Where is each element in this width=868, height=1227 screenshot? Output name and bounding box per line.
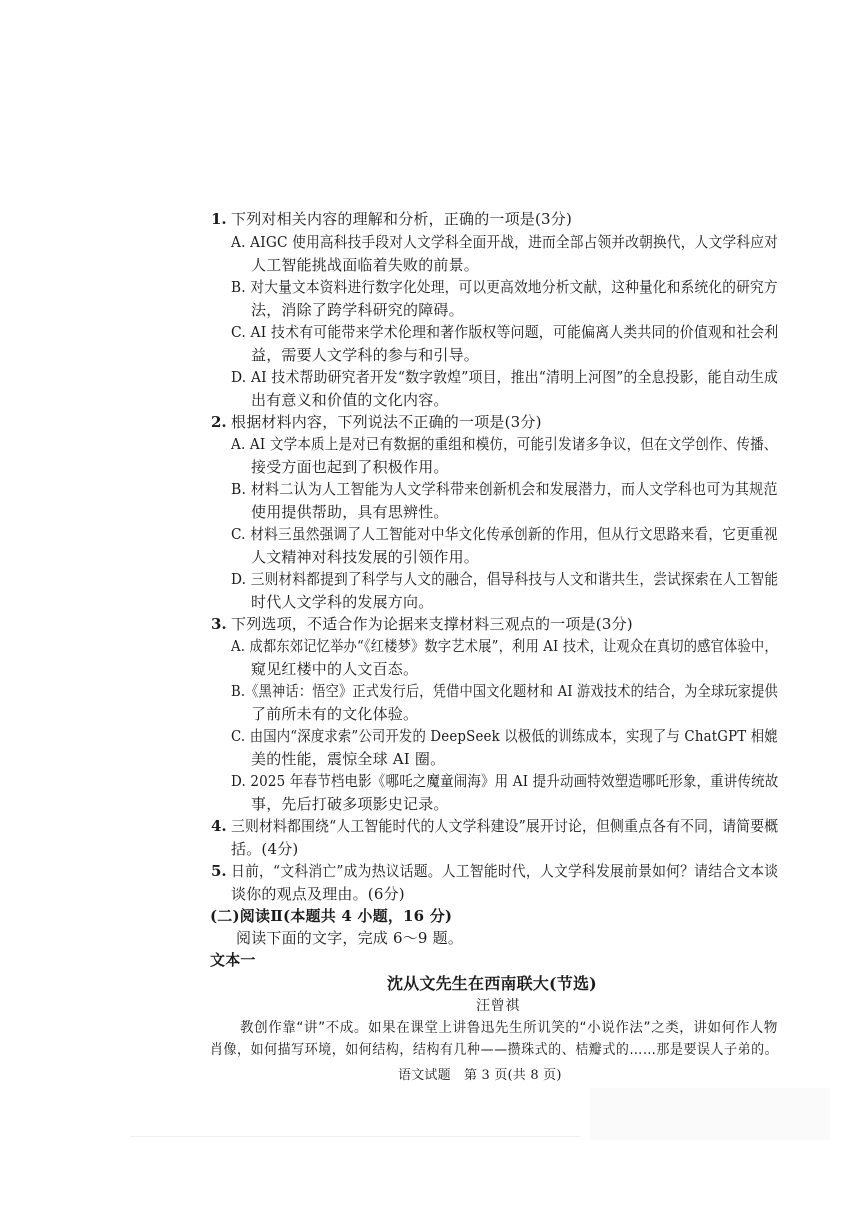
section-instruction: 阅读下面的文字，完成 6～9 题。 (236, 929, 464, 947)
option-c-cont: 人文精神对科技发展的引领作用。 (251, 548, 480, 566)
option-a: A. 成都东郊记忆举办“《红楼梦》数字艺术展”，利用 AI 技术，让观众在真切的感官体验中， (231, 637, 778, 655)
option-c: C. 材料三虽然强调了人工智能对中华文化传承创新的作用，但从行文思路来看，它更重视 (231, 525, 778, 543)
page-footer: 语文试题 第 3 页(共 8 页) (398, 1068, 562, 1083)
option-d-cont: 事，先后打破多项影史记录。 (251, 795, 449, 813)
option-b-cont: 法，消除了跨学科研究的障碍。 (251, 301, 464, 319)
question-number: 2. (211, 413, 227, 431)
option-c-cont: 益，需要人文学科的参与和引导。 (251, 346, 480, 364)
question-text-cont: 谈你的观点及理由。(6分) (231, 885, 405, 903)
option-b: B. 对大量文本资料进行数字化处理，可以更高效地分析文献，这种量化和系统化的研究方 (231, 278, 778, 296)
option-c-cont: 美的性能，震惊全球 AI 圈。 (251, 750, 446, 768)
scan-artifact-line (130, 1136, 580, 1137)
option-d-cont: 出有意义和价值的文化内容。 (251, 391, 449, 409)
option-a: A. AI 文学本质上是对已有数据的重组和模仿，可能引发诸多争议，但在文学创作、传播、 (231, 435, 778, 453)
question-text-cont: 括。(4分) (231, 840, 299, 858)
option-c: C. AI 技术有可能带来学术伦理和著作版权等问题，可能偏离人类共同的价值观和社会利 (231, 323, 779, 341)
article-paragraph-cont: 肖像，如何描写环境，如何结构，结构有几种——攒珠式的、桔瓣式的……那是要误人子弟的。 (210, 1042, 779, 1058)
question-text: 日前，“文科消亡”成为热议话题。人工智能时代，人文学科发展前景如何？请结合文本谈 (231, 862, 779, 880)
section-heading: (二)阅读Ⅱ(本题共 4 小题，16 分) (210, 907, 453, 925)
article-title: 沈从文先生在西南联大(节选) (387, 974, 597, 993)
text-label: 文本一 (210, 951, 256, 969)
option-c: C. 由国内“深度求索”公司开发的 DeepSeek 以极低的训练成本，实现了与 ChatGPT 相媲 (231, 727, 778, 745)
option-a-cont: 窥见红楼中的人文百态。 (251, 660, 419, 678)
option-d-cont: 时代人文学科的发展方向。 (251, 593, 434, 611)
option-d: D. AI 技术帮助研究者开发“数字敦煌”项目，推出“清明上河图”的全息投影，能自动生成 (231, 368, 779, 386)
question-stem: 下列对相关内容的理解和分析，正确的一项是(3分) (231, 210, 573, 228)
question-number: 5. (211, 862, 227, 880)
article-author: 汪曾祺 (476, 998, 520, 1014)
option-a-cont: 人工智能挑战面临着失败的前景。 (251, 256, 480, 274)
question-stem: 根据材料内容，下列说法不正确的一项是(3分) (231, 413, 542, 431)
option-b-cont: 了前所未有的文化体验。 (251, 705, 419, 723)
option-d: D. 三则材料都提到了科学与人文的融合，倡导科技与人文和谐共生，尝试探索在人工智能 (231, 570, 779, 588)
question-number: 3. (211, 615, 227, 633)
question-stem: 下列选项，不适合作为论据来支撑材料三观点的一项是(3分) (231, 615, 633, 633)
scan-artifact-shade (590, 1088, 830, 1140)
question-number: 4. (211, 817, 227, 835)
option-d: D. 2025 年春节档电影《哪吒之魔童闹海》用 AI 提升动画特效塑造哪吒形象，重讲传统故 (231, 772, 779, 790)
option-b: B.《黑神话：悟空》正式发行后，凭借中国文化题材和 AI 游戏技术的结合，为全球玩家提供 (231, 682, 778, 700)
option-a-cont: 接受方面也起到了积极作用。 (251, 458, 449, 476)
option-b: B. 材料二认为人工智能为人文学科带来创新机会和发展潜力，而人文学科也可为其规范 (231, 480, 778, 498)
question-number: 1. (211, 210, 227, 228)
article-paragraph: 教创作靠“讲”不成。如果在课堂上讲鲁迅先生所讥笑的“小说作法”之类，讲如何作人物 (240, 1020, 779, 1036)
option-a: A. AIGC 使用高科技手段对人文学科全面开战，进而全部占领并改朝换代，人文学科应对 (231, 233, 778, 251)
question-text: 三则材料都围绕“人工智能时代的人文学科建设”展开讨论，但侧重点各有不同，请简要概 (231, 817, 779, 835)
option-b-cont: 使用提供帮助，具有思辨性。 (251, 503, 449, 521)
